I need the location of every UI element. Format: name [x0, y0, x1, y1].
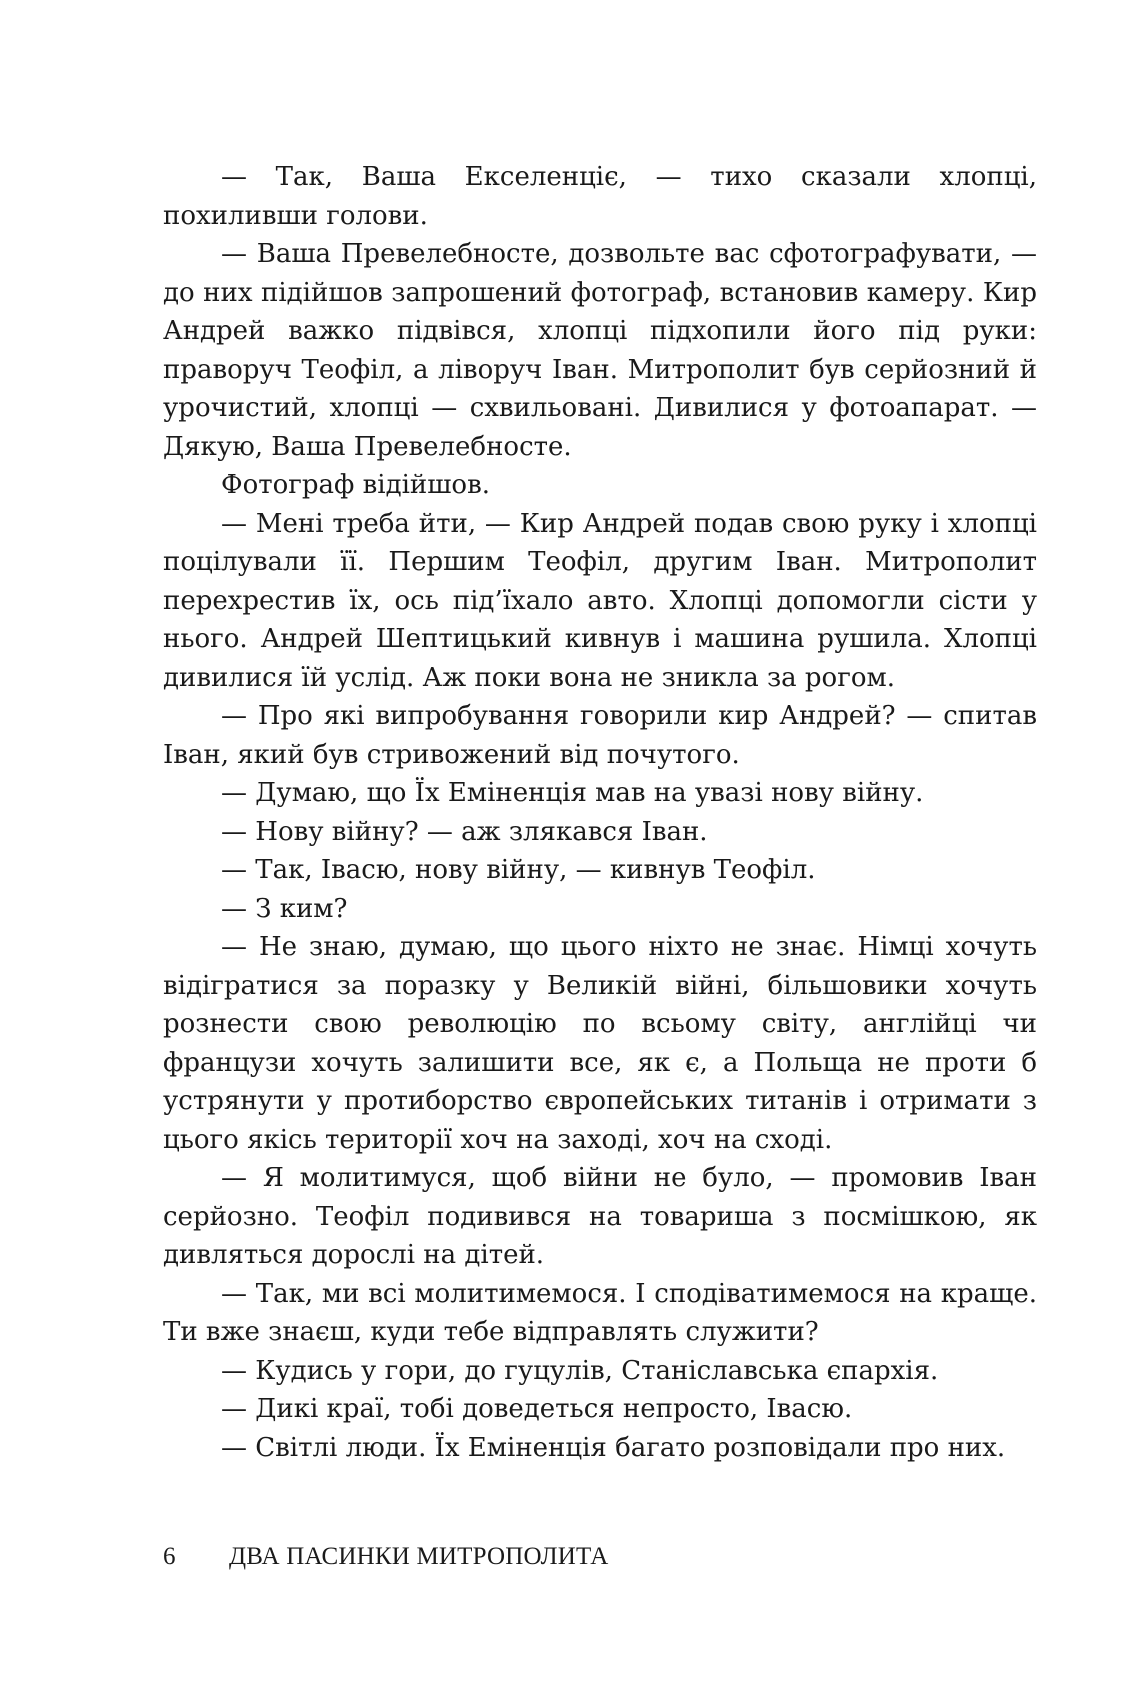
paragraph: — Думаю, що Їх Еміненція мав на увазі нову війну. [221, 778, 924, 808]
paragraph: — Світлі люди. Їх Еміненція багато розповідали про них. [221, 1432, 1006, 1463]
paragraph: — Мені треба йти, — Кир Андрей подав свою руку і хлопці поцілували її. Першим Теофіл, другим Іван. Митрополит перехрестив їх, ось під’їхало авто. Хлопці допомогли сісти у нього. Андрей Шептицький кивнув і машина рушила. Хлопці дивилися їй услід. Аж поки вона не зникла за рогом. [163, 508, 1037, 693]
paragraph: — Про які випробування говорили кир Андрей? — спитав Іван, який був стривожений від почутого. [163, 701, 1037, 770]
paragraph: — Ваша Превелебносте, дозвольте вас сфотографувати, — до них підійшов запрошений фотограф, встановив камеру. Кир Андрей важко підвівся, хлопці підхопили його під руки: праворуч Теофіл, а ліворуч Іван. Митрополит був серйозний й урочистий, хлопці — схвильовані. Дивилися у фотоапарат. — Дякую, Ваша Превелебносте. [163, 239, 1037, 462]
paragraph: — Не знаю, думаю, що цього ніхто не знає. Німці хочуть відігратися за поразку у Великій війні, більшовики хочуть рознести свою революцію по всьому світу, англійці чи французи хочуть залишити все, як є, а Польща не проти б устрянути у протиборство європейських титанів і отримати з цього якісь території хоч на заході, хоч на сході. [163, 932, 1037, 1155]
paragraph: — З ким? [221, 893, 348, 924]
paragraph: — Нову війну? — аж злякався Іван. [221, 816, 708, 847]
paragraph: — Так, Ваша Екселенціє, — тихо сказали хлопці, похиливши голови. [163, 162, 1037, 231]
paragraph: — Так, ми всі молитимемося. І сподіватимемося на краще. Ти вже знаєш, куди тебе відправлять служити? [163, 1278, 1037, 1347]
page-footer [163, 1539, 1037, 1575]
paragraph: Фотограф відійшов. [221, 470, 490, 500]
body-text [163, 158, 1037, 1467]
page-number: 6 [163, 1543, 176, 1570]
paragraph: — Я молитимуся, щоб війни не було, — промовив Іван серйозно. Теофіл подивився на товариша з посмішкою, як дивляться дорослі на дітей. [163, 1163, 1037, 1270]
paragraph: — Так, Івасю, нову війну, — кивнув Теофіл. [221, 855, 816, 885]
paragraph: — Дикі краї, тобі доведеться непросто, Івасю. [221, 1394, 853, 1424]
paragraph: — Кудись у гори, до гуцулів, Станіславська єпархія. [221, 1355, 939, 1386]
running-title: ДВА ПАСИНКИ МИТРОПОЛИТА [229, 1543, 609, 1570]
